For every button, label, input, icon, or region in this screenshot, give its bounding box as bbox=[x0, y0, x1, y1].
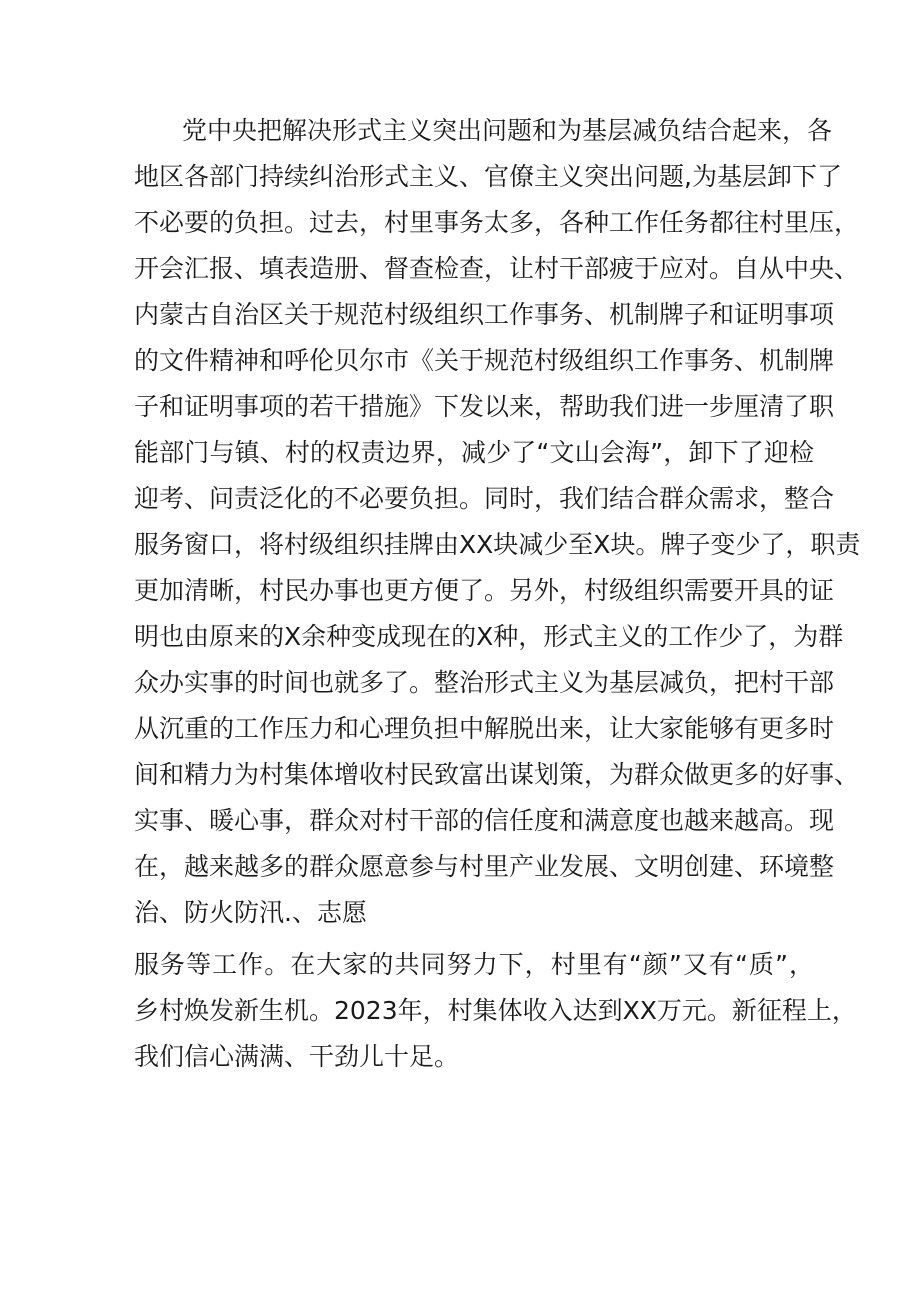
paragraph-line: 迎考、问责泛化的不必要负担。同时，我们结合群众需求，整合 bbox=[134, 484, 835, 513]
paragraph-line: 党中央把解决形式主义突出问题和为基层减负结合起来，各 bbox=[182, 116, 833, 145]
paragraph-line: 更加清晰，村民办事也更方便了。另外，村级组织需要开具的证 bbox=[134, 576, 835, 605]
paragraph-line: 服务等工作。在大家的共同努力下，村里有“颜”又有“质”， bbox=[134, 950, 814, 979]
paragraph-line: 众办实事的时间也就多了。整治形式主义为基层减负，把村干部 bbox=[134, 668, 835, 697]
paragraph-line: 内蒙古自治区关于规范村级组织工作事务、机制牌子和证明事项 bbox=[134, 300, 835, 329]
paragraph-line: 乡村焕发新生机。2023年，村集体收入达到XX万元。新征程上， bbox=[134, 996, 857, 1025]
paragraph-line: 在，越来越多的群众愿意参与村里产业发展、文明创建、环境整 bbox=[134, 852, 835, 881]
paragraph-line: 不必要的负担。过去，村里事务太多，各种工作任务都往村里压， bbox=[134, 208, 860, 237]
paragraph-line: 开会汇报、填表造册、督查检查，让村干部疲于应对。自从中央、 bbox=[134, 254, 860, 283]
paragraph-line: 地区各部门持续纠治形式主义、官僚主义突出问题,为基层卸下了 bbox=[134, 162, 842, 191]
paragraph-line: 的文件精神和呼伦贝尔市《关于规范村级组织工作事务、机制牌 bbox=[134, 346, 835, 375]
paragraph-line: 服务窗口，将村级组织挂牌由XX块减少至X块。牌子变少了，职责 bbox=[134, 530, 861, 559]
paragraph-line: 治、防火防汛.、志愿 bbox=[134, 898, 367, 927]
paragraph-line: 我们信心满满、干劲儿十足。 bbox=[134, 1042, 460, 1071]
body-paragraph bbox=[134, 108, 861, 1080]
paragraph-line: 明也由原来的X余种变成现在的X种，形式主义的工作少了，为群 bbox=[134, 622, 844, 651]
paragraph-line: 实事、暖心事，群众对村干部的信任度和满意度也越来越高。现 bbox=[134, 806, 835, 835]
paragraph-line: 间和精力为村集体增收村民致富出谋划策，为群众做更多的好事、 bbox=[134, 760, 860, 789]
paragraph-line: 子和证明事项的若干措施》下发以来，帮助我们进一步厘清了职 bbox=[134, 392, 835, 421]
paragraph-line: 从沉重的工作压力和心理负担中解脱出来，让大家能够有更多时 bbox=[134, 714, 835, 743]
paragraph-line: 能部门与镇、村的权责边界，减少了“文山会海”，卸下了迎检 bbox=[134, 438, 814, 467]
